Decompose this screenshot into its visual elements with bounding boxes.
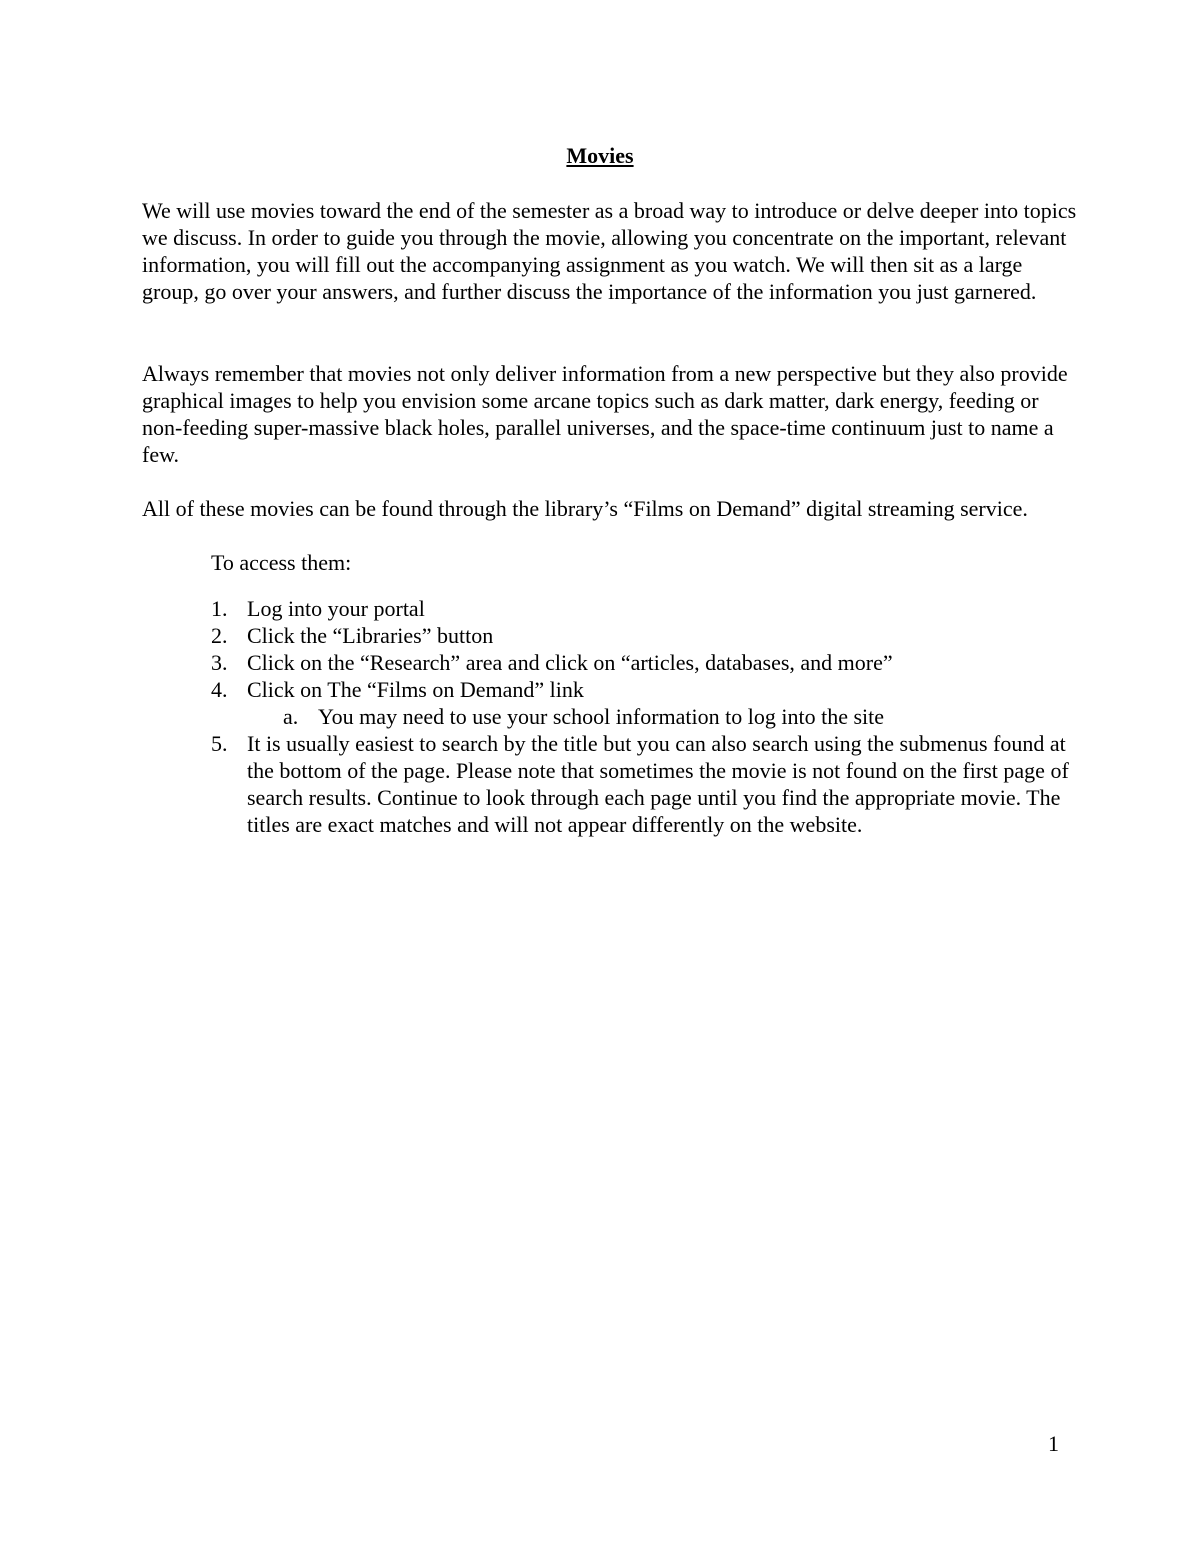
access-intro: To access them: bbox=[211, 550, 352, 575]
reminder-paragraph: Always remember that movies not only deliver information from a new perspective but they also provide graphical images to help you envision some arcane topics such as dark matter, dark energy, feeding or non-feeding super-massive black holes, parallel universes, and the space-time continuum just to name a few. bbox=[142, 361, 1068, 467]
page-number: 1 bbox=[1048, 1431, 1059, 1456]
sub-list-item-text: You may need to use your school information to log into the site bbox=[318, 704, 885, 729]
list-item bbox=[142, 649, 1082, 676]
intro-paragraph: We will use movies toward the end of the semester as a broad way to introduce or delve deeper into topics we discuss. In order to guide you through the movie, allowing you concentrate on the important, relevant information, you will fill out the accompanying assignment as you watch. We will then sit as a large group, go over your answers, and further discuss the importance of the information you just garnered. bbox=[142, 198, 1077, 304]
sub-list-item-letter: a. bbox=[283, 704, 299, 729]
list-item bbox=[142, 595, 1082, 622]
list-item bbox=[142, 622, 1082, 649]
list-item-number: 3. bbox=[211, 650, 228, 675]
document-title: Movies bbox=[566, 143, 634, 168]
list-item-text: Click the “Libraries” button bbox=[247, 623, 494, 648]
list-item-number: 5. bbox=[211, 731, 228, 756]
access-steps-list bbox=[142, 595, 1082, 838]
list-item-number: 1. bbox=[211, 596, 228, 621]
access-paragraph: All of these movies can be found through the library’s “Films on Demand” digital streaming service. bbox=[142, 496, 1028, 521]
list-item-text: Click on The “Films on Demand” link bbox=[247, 677, 584, 702]
list-item bbox=[142, 676, 1082, 730]
list-item-text: It is usually easiest to search by the title but you can also search using the submenus found at the bottom of the page. Please note that sometimes the movie is not found on the first page of search results. Continue to look through each page until you find the appropriate movie. The titles are exact matches and will not appear differently on the website. bbox=[247, 731, 1069, 837]
list-item-text: Log into your portal bbox=[247, 596, 425, 621]
list-item-text: Click on the “Research” area and click on “articles, databases, and more” bbox=[247, 650, 893, 675]
list-item-number: 2. bbox=[211, 623, 228, 648]
list-item-number: 4. bbox=[211, 677, 228, 702]
sub-list-item bbox=[142, 703, 1082, 730]
list-item bbox=[142, 730, 1082, 838]
